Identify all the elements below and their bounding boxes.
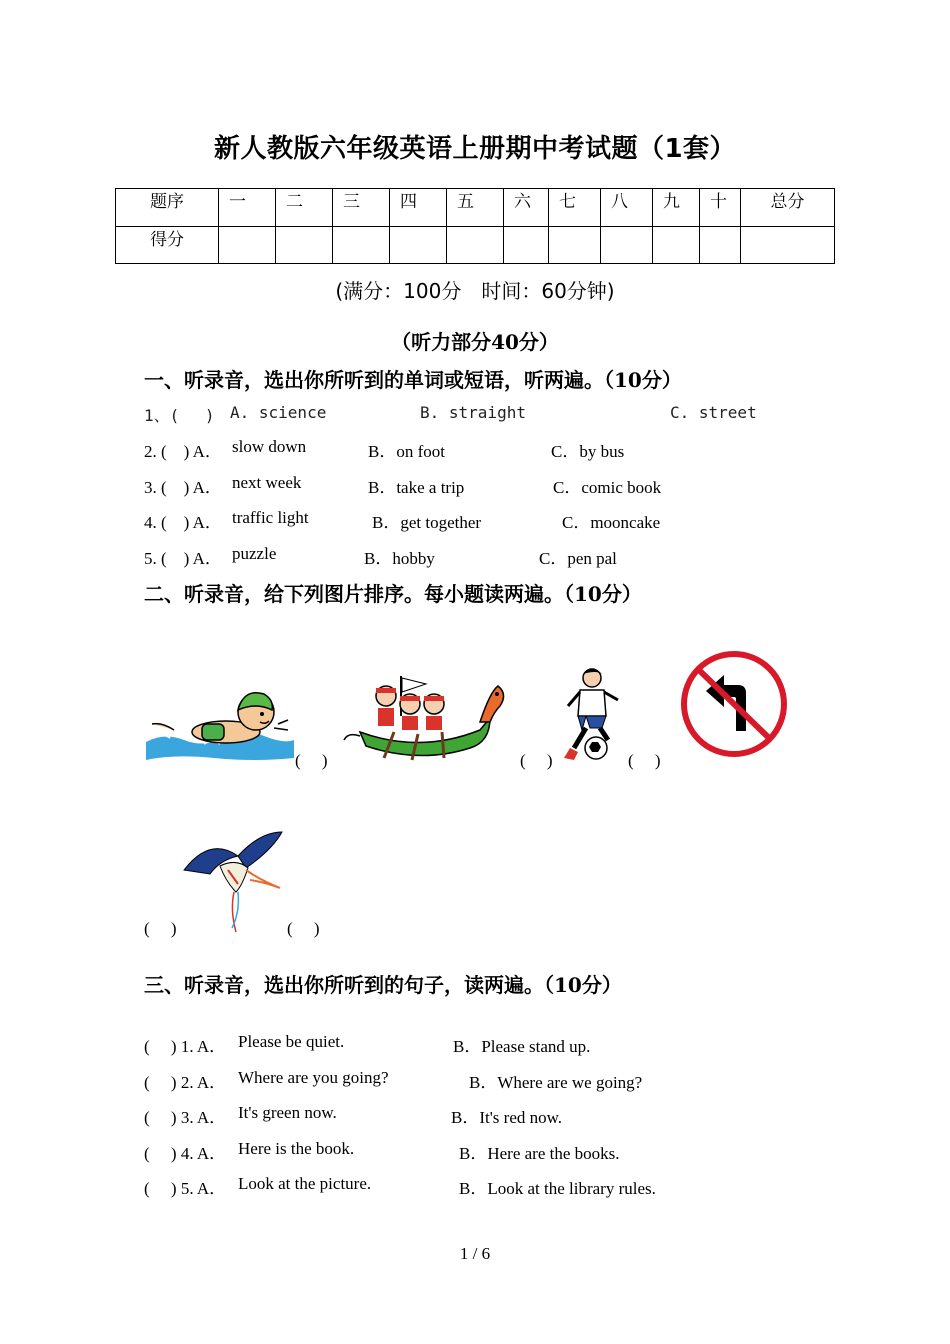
s3-question-3-option-a: It's green now. [238, 1103, 337, 1122]
s3-question-5-option-b: B．Look at the library rules. [459, 1179, 656, 1198]
section3-heading: 三、听录音，选出你所听到的句子，读两遍。（10分） [144, 973, 622, 997]
table-cell: 二 [276, 189, 333, 227]
question-3-number: 3. ( ) A． [144, 478, 222, 497]
score-entry-cell[interactable] [741, 226, 835, 264]
question-5-number: 5. ( ) A． [144, 549, 222, 568]
score-entry-cell[interactable] [276, 226, 333, 264]
kite-icon [180, 830, 286, 934]
dragon-boat-icon [340, 672, 510, 764]
s3-question-5-option-a: Look at the picture. [238, 1174, 372, 1193]
question-3-option-a: next week [232, 473, 302, 492]
s3-question-1-number: ( ) 1. A． [144, 1037, 227, 1056]
answer-blank[interactable]: ( ) [295, 751, 328, 770]
score-entry-cell[interactable] [504, 226, 549, 264]
section2-heading: 二、听录音，给下列图片排序。每小题读两遍。（10分） [144, 582, 642, 606]
score-entry-cell[interactable] [653, 226, 700, 264]
s3-question-3-option-b: B．It's red now. [451, 1108, 563, 1127]
table-cell: 九 [653, 189, 700, 227]
soccer-player-icon [556, 666, 626, 764]
question-2-option-c: C．by bus [551, 442, 625, 461]
s3-question-1-option-a: Please be quiet. [238, 1032, 345, 1051]
question-3-option-b: B．take a trip [368, 478, 465, 497]
section1-heading: 一、听录音，选出你所听到的单词或短语，听两遍。（10分） [144, 368, 682, 392]
answer-blank[interactable]: ( ) [520, 751, 553, 770]
table-cell: 一 [219, 189, 276, 227]
question-1-number: 1、( ) [144, 406, 215, 425]
no-left-turn-sign-icon [680, 651, 788, 757]
question-1-option-c: C. street [670, 403, 757, 422]
score-table-score-row [116, 226, 835, 264]
table-cell: 八 [601, 189, 653, 227]
s3-question-4-option-b: B．Here are the books. [459, 1144, 620, 1163]
s3-question-4-number: ( ) 4. A． [144, 1144, 227, 1163]
question-2-option-a: slow down [232, 437, 307, 456]
question-4-option-a: traffic light [232, 508, 309, 527]
question-1-option-a: A. science [230, 403, 327, 422]
question-5-option-a: puzzle [232, 544, 277, 563]
s3-question-4-option-a: Here is the book. [238, 1139, 355, 1158]
s3-question-5-number: ( ) 5. A． [144, 1179, 227, 1198]
score-entry-cell[interactable] [601, 226, 653, 264]
question-4-number: 4. ( ) A． [144, 513, 222, 532]
question-1-option-b: B. straight [420, 403, 526, 422]
answer-blank[interactable]: ( ) [628, 751, 661, 770]
table-cell: 六 [504, 189, 549, 227]
question-4-option-b: B．get together [372, 513, 482, 532]
table-cell: 四 [390, 189, 447, 227]
question-2-number: 2. ( ) A． [144, 442, 222, 461]
table-cell: 总分 [741, 189, 835, 227]
s3-question-1-option-b: B．Please stand up. [453, 1037, 591, 1056]
question-2-option-b: B．on foot [368, 442, 445, 461]
question-5-option-c: C．pen pal [539, 549, 617, 568]
table-cell: 题序 [116, 189, 219, 227]
exam-info: (满分：100分 时间：60分钟) [335, 279, 615, 303]
score-entry-cell[interactable] [390, 226, 447, 264]
score-entry-cell[interactable] [333, 226, 390, 264]
score-entry-cell[interactable] [219, 226, 276, 264]
score-table-header-row [116, 189, 835, 227]
table-cell: 七 [549, 189, 601, 227]
s3-question-2-option-b: B．Where are we going? [469, 1073, 643, 1092]
answer-blank[interactable]: ( ) [144, 919, 177, 938]
table-cell: 三 [333, 189, 390, 227]
score-entry-cell[interactable] [549, 226, 601, 264]
s3-question-2-number: ( ) 2. A． [144, 1073, 227, 1092]
question-5-option-b: B．hobby [364, 549, 435, 568]
answer-blank[interactable]: ( ) [287, 919, 320, 938]
page-number: 1 / 6 [459, 1244, 491, 1263]
swimmer-icon [144, 680, 296, 762]
question-3-option-c: C．comic book [553, 478, 662, 497]
listening-header: （听力部分40分） [391, 330, 559, 354]
page-title: 新人教版六年级英语上册期中考试题（1套） [213, 134, 737, 164]
score-table [115, 188, 835, 264]
s3-question-3-number: ( ) 3. A． [144, 1108, 227, 1127]
table-cell: 得分 [116, 226, 219, 264]
s3-question-2-option-a: Where are you going? [238, 1068, 389, 1087]
table-cell: 五 [447, 189, 504, 227]
question-4-option-c: C．mooncake [562, 513, 661, 532]
table-cell: 十 [700, 189, 741, 227]
score-entry-cell[interactable] [447, 226, 504, 264]
score-entry-cell[interactable] [700, 226, 741, 264]
